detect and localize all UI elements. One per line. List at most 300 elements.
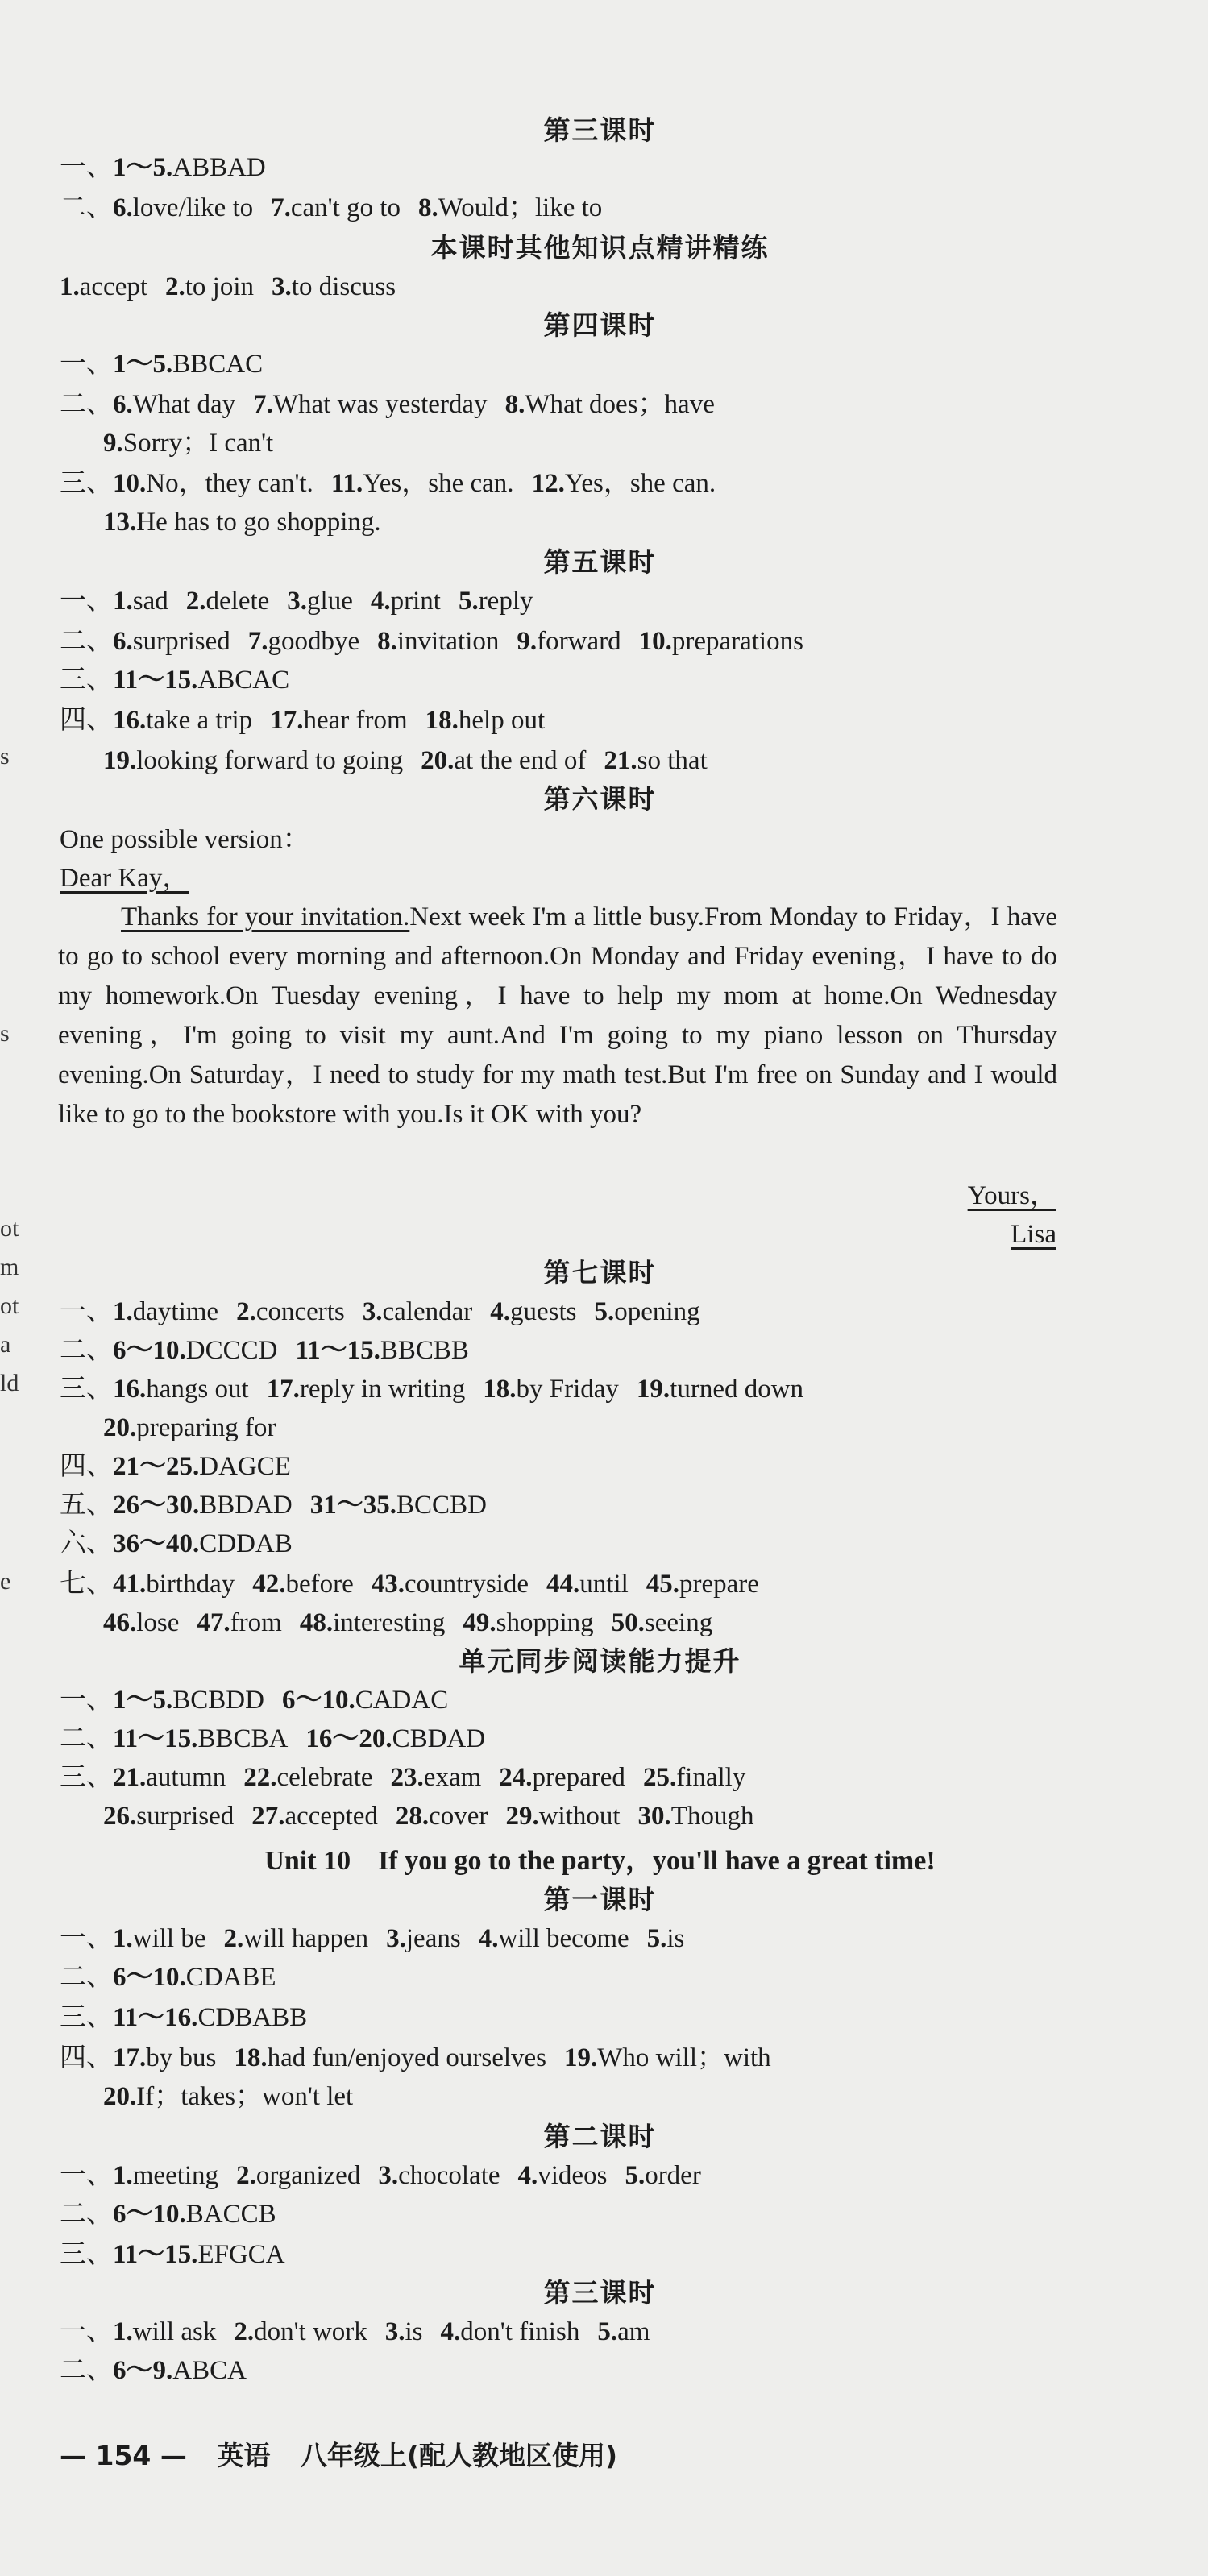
answer-number: 25. bbox=[642, 1763, 677, 1792]
answer-item bbox=[103, 2082, 353, 2111]
answer-number: 19. bbox=[636, 1375, 670, 1404]
question-prefix: 一、 bbox=[60, 587, 113, 616]
answer-number: 48. bbox=[299, 1608, 334, 1637]
letter-signature bbox=[1011, 1217, 1056, 1252]
answer-text: concerts bbox=[255, 1297, 345, 1326]
answer-text: at the end of bbox=[454, 746, 587, 775]
answer-item bbox=[248, 627, 359, 656]
answer-number: 3. bbox=[384, 2317, 405, 2346]
answer-number: 4. bbox=[490, 1297, 511, 1326]
answer-text: If；takes；won't let bbox=[136, 2082, 354, 2111]
answer-number: 47. bbox=[197, 1608, 230, 1637]
answer-text: take a trip bbox=[146, 706, 253, 735]
answer-item bbox=[252, 1570, 354, 1599]
question-prefix: 二、 bbox=[60, 1963, 113, 1992]
answer-text: to join bbox=[185, 272, 255, 301]
answer-number: 17. bbox=[270, 706, 304, 735]
answer-text: exam bbox=[423, 1763, 482, 1792]
answer-text: love/like to bbox=[132, 193, 254, 222]
answer-text: DCCCD bbox=[185, 1336, 278, 1365]
answer-line bbox=[60, 662, 1071, 698]
answer-number: 1～5. bbox=[113, 153, 173, 182]
answer-text: interesting bbox=[333, 1608, 446, 1637]
answer-text: CDBABB bbox=[197, 2003, 308, 2032]
answer-text: will be bbox=[132, 1924, 206, 1953]
answer-line bbox=[103, 425, 1071, 461]
answer-item bbox=[236, 1297, 345, 1326]
answer-number: 45. bbox=[646, 1570, 679, 1599]
answer-text: accept bbox=[79, 272, 148, 301]
answer-number: 6～10. bbox=[113, 2200, 186, 2229]
answer-item bbox=[113, 1724, 288, 1753]
answer-number: 2. bbox=[165, 272, 185, 301]
answer-text: chocolate bbox=[398, 2161, 500, 2190]
letter-signature-text: Lisa bbox=[1011, 1220, 1056, 1249]
question-prefix: 七、 bbox=[60, 1570, 113, 1599]
answer-number: 4. bbox=[440, 2317, 461, 2346]
answer-item bbox=[234, 2317, 367, 2346]
answer-number: 42. bbox=[252, 1570, 286, 1599]
answer-text: until bbox=[579, 1570, 629, 1599]
answer-number: 7. bbox=[253, 390, 273, 419]
answer-item bbox=[385, 2317, 423, 2346]
answer-number: 29. bbox=[505, 1802, 539, 1831]
answer-text: goodbye bbox=[268, 627, 360, 656]
answer-number: 3. bbox=[378, 2161, 399, 2190]
answer-number: 6. bbox=[113, 390, 133, 419]
answer-number: 16. bbox=[113, 706, 147, 735]
answer-number: 1. bbox=[60, 272, 80, 301]
answer-text: forward bbox=[537, 627, 621, 656]
answer-item bbox=[113, 390, 235, 419]
answer-text: Sorry；I can't bbox=[122, 429, 274, 458]
section-title: 第三课时 bbox=[543, 114, 657, 146]
answer-text: opening bbox=[614, 1297, 700, 1326]
answer-line bbox=[60, 583, 1071, 619]
answer-item bbox=[300, 1608, 446, 1637]
answer-number: 49. bbox=[463, 1608, 496, 1637]
answer-line bbox=[60, 2237, 1071, 2272]
answer-item bbox=[113, 1375, 249, 1404]
answer-item bbox=[604, 746, 707, 775]
answer-text: ABCAC bbox=[197, 666, 290, 695]
answer-number: 1. bbox=[113, 1924, 133, 1953]
answer-number: 11～15. bbox=[295, 1336, 380, 1365]
question-prefix: 四、 bbox=[60, 706, 113, 735]
answer-item bbox=[103, 1608, 179, 1637]
answer-number: 19. bbox=[103, 746, 137, 775]
answer-number: 22. bbox=[243, 1763, 277, 1792]
answer-item bbox=[463, 1608, 593, 1637]
answer-item bbox=[371, 587, 441, 616]
answer-number: 26～30. bbox=[113, 1491, 200, 1520]
answer-text: DAGCE bbox=[199, 1452, 291, 1481]
answer-line bbox=[60, 2000, 1071, 2035]
answer-text: is bbox=[666, 1924, 685, 1953]
footer-grade: 八年级上(配人教地区使用) bbox=[300, 2440, 618, 2471]
answer-line bbox=[60, 190, 1071, 226]
answer-text: prepared bbox=[532, 1763, 625, 1792]
answer-number: 1. bbox=[113, 2317, 133, 2346]
answer-text: shopping bbox=[496, 1608, 594, 1637]
answer-text: CDABE bbox=[185, 1963, 276, 1992]
letter-body bbox=[58, 898, 1057, 1135]
answer-text: guests bbox=[510, 1297, 577, 1326]
answer-number: 11～15. bbox=[113, 1724, 198, 1753]
answer-item bbox=[612, 1608, 713, 1637]
answer-item bbox=[234, 2043, 546, 2072]
section-title: 第三课时 bbox=[543, 2277, 657, 2308]
letter-greeting bbox=[60, 861, 1071, 896]
question-prefix: 六、 bbox=[60, 1529, 113, 1558]
answer-item bbox=[113, 2317, 216, 2346]
answer-number: 9. bbox=[517, 627, 538, 656]
margin-fragment: m bbox=[0, 1254, 19, 1280]
answer-item bbox=[425, 706, 545, 735]
answer-text: videos bbox=[538, 2161, 608, 2190]
answer-number: 3. bbox=[386, 1924, 406, 1953]
answer-number: 5. bbox=[646, 1924, 667, 1953]
answer-number: 27. bbox=[251, 1802, 285, 1831]
answer-item bbox=[378, 2161, 500, 2190]
answer-line bbox=[60, 703, 1071, 738]
answer-number: 2. bbox=[185, 587, 206, 616]
answer-text: BACCB bbox=[185, 2200, 276, 2229]
answer-text: without bbox=[538, 1802, 621, 1831]
answer-text: BBCBA bbox=[197, 1724, 289, 1753]
answer-text: will happen bbox=[243, 1924, 369, 1953]
answer-text: reply in writing bbox=[299, 1375, 466, 1404]
answer-number: 3. bbox=[362, 1297, 383, 1326]
answer-number: 18. bbox=[234, 2043, 268, 2072]
answer-line bbox=[60, 1526, 1071, 1562]
answer-text: print bbox=[390, 587, 441, 616]
answer-text: Yes，she can. bbox=[564, 469, 716, 498]
question-prefix: 四、 bbox=[60, 1452, 113, 1481]
answer-text: What day bbox=[132, 390, 236, 419]
answer-text: so that bbox=[637, 746, 708, 775]
answer-item bbox=[363, 1297, 473, 1326]
answer-number: 28. bbox=[395, 1802, 430, 1831]
question-prefix: 三、 bbox=[60, 666, 113, 695]
letter-closing-text: Yours， bbox=[967, 1181, 1056, 1210]
answer-text: daytime bbox=[132, 1297, 219, 1326]
answer-text: countryside bbox=[405, 1570, 529, 1599]
answer-text: is bbox=[405, 2317, 423, 2346]
answer-item bbox=[113, 469, 313, 498]
answer-text: by bus bbox=[146, 2043, 217, 2072]
letter-closing bbox=[968, 1178, 1056, 1213]
answer-item bbox=[637, 1375, 803, 1404]
answer-number: 2. bbox=[223, 1924, 244, 1953]
answer-number: 31～35. bbox=[309, 1491, 397, 1520]
answer-text: organized bbox=[255, 2161, 361, 2190]
answer-number: 4. bbox=[478, 1924, 499, 1953]
answer-item bbox=[243, 1763, 372, 1792]
answer-text: calendar bbox=[382, 1297, 473, 1326]
answer-text: looking forward to going bbox=[136, 746, 404, 775]
answer-number: 3. bbox=[272, 272, 292, 301]
answer-item bbox=[546, 1570, 629, 1599]
answer-text: accepted bbox=[284, 1802, 378, 1831]
answer-item bbox=[103, 429, 273, 458]
answer-item bbox=[113, 666, 289, 695]
answer-number: 21. bbox=[604, 746, 637, 775]
page-number: — 154 — bbox=[60, 2440, 187, 2471]
answer-number: 11～15. bbox=[113, 2240, 198, 2269]
answer-item bbox=[113, 2043, 216, 2072]
answer-number: 12. bbox=[531, 469, 565, 498]
answer-text: Would；like to bbox=[438, 193, 603, 222]
answer-line bbox=[60, 2196, 1071, 2232]
answer-item bbox=[113, 1336, 277, 1365]
question-prefix: 二、 bbox=[60, 1724, 113, 1753]
answer-item bbox=[113, 1763, 226, 1792]
answer-text: Who will；with bbox=[597, 2043, 771, 2072]
answer-line bbox=[60, 150, 1071, 185]
answer-item bbox=[251, 1802, 378, 1831]
answer-item bbox=[113, 1491, 293, 1520]
answer-item bbox=[272, 272, 396, 301]
section-title: 第一课时 bbox=[543, 1884, 657, 1915]
answer-text: don't work bbox=[254, 2317, 367, 2346]
answer-text: help out bbox=[458, 706, 546, 735]
margin-fragment: a bbox=[0, 1331, 11, 1358]
answer-item bbox=[479, 1924, 629, 1953]
margin-fragment: e bbox=[0, 1568, 11, 1595]
answer-text: sad bbox=[132, 587, 168, 616]
answer-line bbox=[60, 1760, 1071, 1795]
answer-item bbox=[186, 587, 270, 616]
question-prefix: 三、 bbox=[60, 469, 113, 498]
answer-item bbox=[518, 2161, 608, 2190]
answer-item bbox=[113, 350, 263, 379]
answer-number: 18. bbox=[483, 1375, 517, 1404]
answer-number: 10. bbox=[113, 469, 147, 498]
answer-item bbox=[377, 627, 499, 656]
answer-item bbox=[499, 1763, 625, 1792]
answer-text: He has to go shopping. bbox=[136, 508, 381, 537]
answer-item bbox=[60, 272, 147, 301]
letter-intro: One possible version： bbox=[60, 825, 309, 854]
section-title: 单元同步阅读能力提升 bbox=[459, 1645, 741, 1677]
question-prefix: 三、 bbox=[60, 2240, 113, 2269]
answer-number: 6～10. bbox=[113, 1963, 186, 1992]
answer-item bbox=[372, 1570, 529, 1599]
answer-item bbox=[441, 2317, 580, 2346]
answer-text: Though bbox=[670, 1802, 754, 1831]
answer-number: 6～9. bbox=[113, 2356, 173, 2385]
answer-text: delete bbox=[205, 587, 270, 616]
answer-item bbox=[295, 1336, 469, 1365]
answer-number: 7. bbox=[271, 193, 291, 222]
section-title: 第七课时 bbox=[543, 1257, 657, 1288]
answer-text: ABCA bbox=[172, 2356, 247, 2385]
answer-item bbox=[103, 746, 403, 775]
answer-number: 46. bbox=[103, 1608, 137, 1637]
answer-text: cover bbox=[429, 1802, 488, 1831]
answer-number: 5. bbox=[625, 2161, 646, 2190]
answer-number: 17. bbox=[113, 2043, 147, 2072]
answer-line bbox=[60, 2158, 1071, 2193]
answer-number: 21. bbox=[113, 1763, 147, 1792]
answer-line bbox=[103, 743, 1071, 778]
answer-number: 2. bbox=[234, 2317, 255, 2346]
answer-number: 6. bbox=[113, 627, 133, 656]
answer-text: don't finish bbox=[460, 2317, 580, 2346]
answer-item bbox=[113, 2356, 247, 2385]
answer-item bbox=[236, 2161, 360, 2190]
answer-text: hear from bbox=[303, 706, 408, 735]
question-prefix: 五、 bbox=[60, 1491, 113, 1520]
answer-text: ABBAD bbox=[172, 153, 266, 182]
answer-number: 36～40. bbox=[113, 1529, 200, 1558]
answer-item bbox=[459, 587, 533, 616]
answer-item bbox=[113, 2003, 307, 2032]
answer-number: 9. bbox=[103, 429, 123, 458]
answer-item bbox=[270, 706, 407, 735]
answer-number: 44. bbox=[546, 1570, 580, 1599]
answer-number: 50. bbox=[611, 1608, 645, 1637]
answer-number: 16. bbox=[113, 1375, 147, 1404]
answer-number: 16～20. bbox=[305, 1724, 392, 1753]
answer-text: What does；have bbox=[525, 390, 715, 419]
section-title: 本课时其他知识点精讲精练 bbox=[430, 232, 770, 263]
answer-item bbox=[267, 1375, 466, 1404]
answer-item bbox=[113, 627, 230, 656]
answer-text: hangs out bbox=[146, 1375, 249, 1404]
answer-line bbox=[60, 2314, 1071, 2350]
answer-item bbox=[103, 1802, 234, 1831]
answer-text: surprised bbox=[136, 1802, 235, 1831]
answer-item bbox=[113, 1686, 264, 1715]
answer-item bbox=[197, 1608, 281, 1637]
answer-item bbox=[113, 1924, 205, 1953]
unit-title: Unit 10 If you go to the party，you'll have a great time! bbox=[264, 1846, 936, 1876]
margin-fragment: ot bbox=[0, 1215, 19, 1242]
answer-item bbox=[271, 193, 401, 222]
answer-item bbox=[113, 2200, 276, 2229]
answer-line bbox=[60, 624, 1071, 659]
answer-number: 11. bbox=[330, 469, 363, 498]
answer-text: will ask bbox=[132, 2317, 217, 2346]
answer-item bbox=[532, 469, 716, 498]
question-prefix: 一、 bbox=[60, 1686, 113, 1715]
answer-item bbox=[418, 193, 602, 222]
answer-number: 3. bbox=[287, 587, 308, 616]
answer-number: 5. bbox=[597, 2317, 618, 2346]
answer-number: 8. bbox=[417, 193, 438, 222]
question-prefix: 二、 bbox=[60, 1336, 113, 1365]
answer-item bbox=[505, 1802, 620, 1831]
answer-text: by Friday bbox=[516, 1375, 619, 1404]
question-prefix: 一、 bbox=[60, 1297, 113, 1326]
answer-number: 26. bbox=[103, 1802, 137, 1831]
answer-item bbox=[113, 1529, 293, 1558]
section-title: 第六课时 bbox=[543, 783, 657, 815]
answer-item bbox=[113, 1452, 291, 1481]
answer-item bbox=[483, 1375, 619, 1404]
page-footer bbox=[60, 2438, 638, 2474]
answer-number: 1. bbox=[113, 587, 133, 616]
answer-line bbox=[60, 346, 1071, 382]
answer-item bbox=[595, 1297, 700, 1326]
answer-text: BCCBD bbox=[396, 1491, 487, 1520]
answer-item bbox=[113, 1963, 276, 1992]
letter-thanks: Thanks for your invitation. bbox=[121, 902, 410, 931]
answer-line bbox=[103, 1410, 1071, 1446]
answer-text: finally bbox=[676, 1763, 746, 1792]
answer-text: CBDAD bbox=[392, 1724, 486, 1753]
answer-text: preparing for bbox=[136, 1413, 276, 1442]
answer-number: 6～10. bbox=[113, 1336, 186, 1365]
question-prefix: 二、 bbox=[60, 193, 113, 222]
answer-item bbox=[165, 272, 254, 301]
answer-number: 1. bbox=[113, 1297, 133, 1326]
answer-number: 11～15. bbox=[113, 666, 198, 695]
answer-line bbox=[60, 2353, 1071, 2388]
question-prefix: 二、 bbox=[60, 627, 113, 656]
margin-fragment: s bbox=[0, 1020, 10, 1047]
answer-item bbox=[253, 390, 487, 419]
answer-item bbox=[421, 746, 586, 775]
answer-item bbox=[625, 2161, 700, 2190]
answer-number: 8. bbox=[504, 390, 525, 419]
answer-item bbox=[391, 1763, 482, 1792]
answer-text: What was yesterday bbox=[272, 390, 488, 419]
answer-line bbox=[60, 269, 1071, 305]
answer-item bbox=[638, 1802, 754, 1831]
answer-item bbox=[103, 508, 381, 537]
answer-item bbox=[643, 1763, 745, 1792]
answer-item bbox=[490, 1297, 576, 1326]
answer-item bbox=[113, 587, 168, 616]
answer-number: 4. bbox=[517, 2161, 538, 2190]
answer-line bbox=[60, 1294, 1071, 1329]
answer-number: 20. bbox=[103, 2082, 137, 2111]
answer-line bbox=[60, 1721, 1071, 1757]
answer-number: 30. bbox=[637, 1802, 671, 1831]
answer-number: 41. bbox=[113, 1570, 147, 1599]
answer-number: 24. bbox=[499, 1763, 533, 1792]
answer-text: Yes，she can. bbox=[363, 469, 514, 498]
answer-number: 6. bbox=[113, 193, 133, 222]
answer-line bbox=[60, 1449, 1071, 1484]
answer-line bbox=[60, 1487, 1071, 1523]
answer-item bbox=[305, 1724, 485, 1753]
answer-line bbox=[60, 1682, 1071, 1718]
answer-item bbox=[646, 1570, 759, 1599]
answer-line bbox=[60, 1921, 1071, 1956]
letter-greeting-text: Dear Kay， bbox=[60, 864, 189, 893]
answer-item bbox=[517, 627, 621, 656]
letter-body-text: Next week I'm a little busy.From Monday to Friday，I have to go to school every morning and afternoon.On Monday and Friday evening，I have to do my homework.On Tuesday evening，I have to help my mom at home.On Wednesday evening，I'm going to visit my aunt.And I'm going to my piano lesson on Thursday evening.On Saturday，I need to study for my math test.But I'm free on Sunday and I would like to go to the bookstore with you.Is it OK with you? bbox=[58, 902, 1057, 1129]
answer-number: 19. bbox=[564, 2043, 598, 2072]
question-prefix: 二、 bbox=[60, 2356, 113, 2385]
answer-text: glue bbox=[307, 587, 353, 616]
section-title: 第五课时 bbox=[543, 546, 657, 578]
answer-number: 20. bbox=[421, 746, 455, 775]
answer-item bbox=[505, 390, 715, 419]
answer-number: 8. bbox=[377, 627, 397, 656]
answer-number: 1. bbox=[113, 2161, 133, 2190]
answer-number: 5. bbox=[458, 587, 479, 616]
answer-text: EFGCA bbox=[197, 2240, 285, 2269]
question-prefix: 一、 bbox=[60, 2161, 113, 2190]
answer-text: surprised bbox=[132, 627, 230, 656]
answer-number: 21～25. bbox=[113, 1452, 200, 1481]
answer-text: CADAC bbox=[355, 1686, 449, 1715]
